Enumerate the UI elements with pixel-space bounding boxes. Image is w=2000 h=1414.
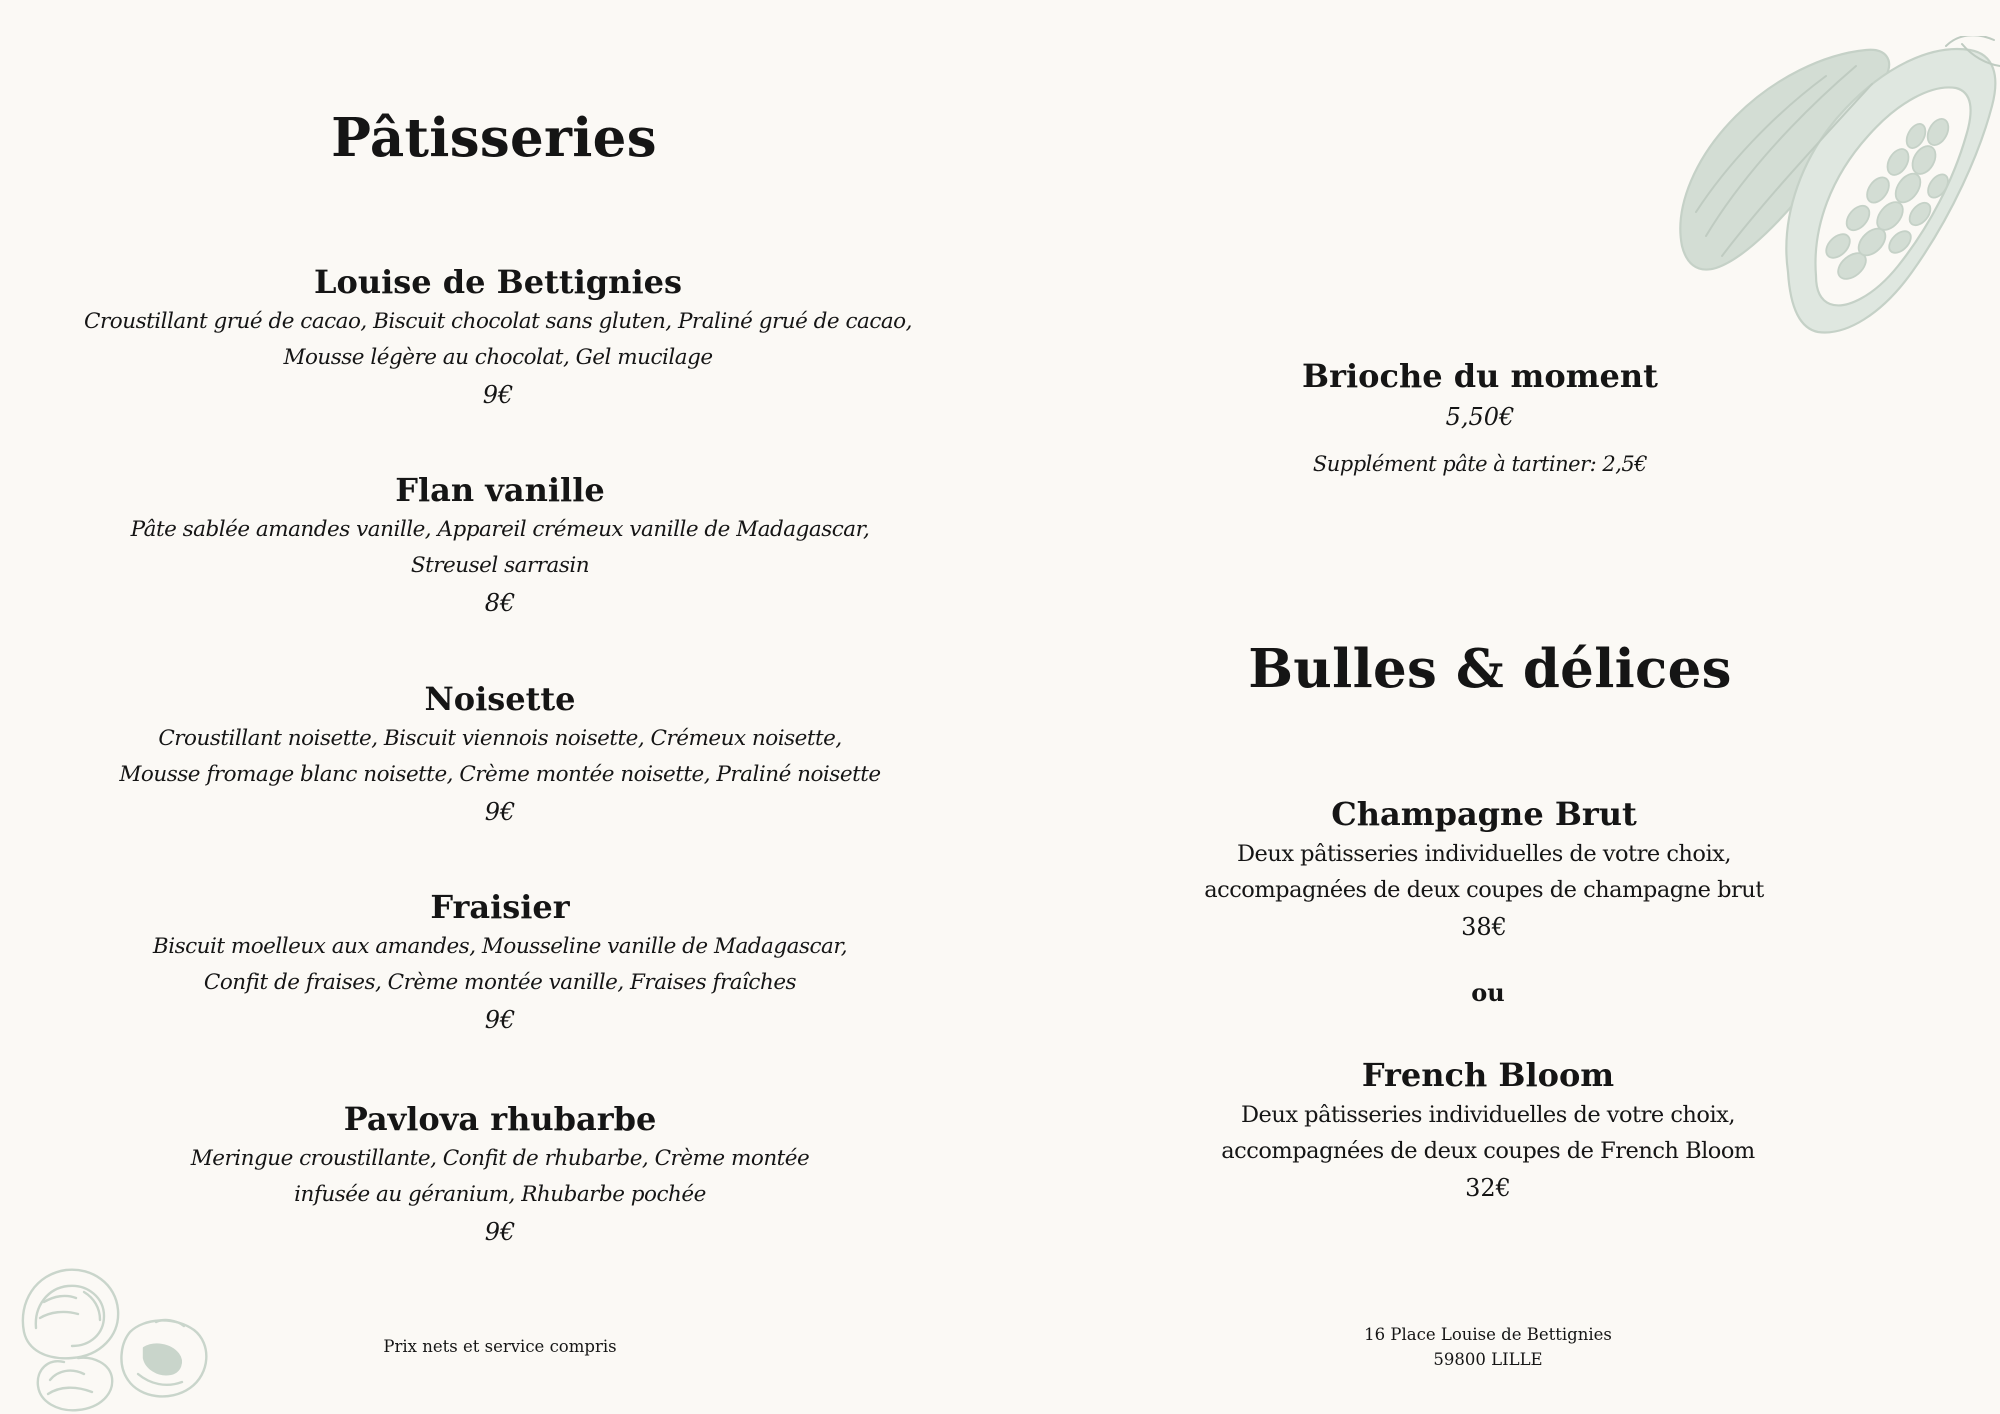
- hazelnut-icon: [14, 1262, 210, 1414]
- description-line: accompagnées de deux coupes de champagne brut: [1204, 877, 1764, 903]
- description-line: Deux pâtisseries individuelles de votre choix,: [1237, 841, 1731, 867]
- item-price: 5,50€: [1445, 403, 1515, 431]
- bulles-title: Bulles & délices: [1248, 638, 1732, 700]
- item-price: 9€: [484, 798, 516, 826]
- menu-item: [0, 887, 1000, 1037]
- menu-item: [984, 794, 1984, 944]
- description-line: Confit de fraises, Crème montée vanille, Fraises fraîches: [203, 970, 797, 995]
- menu-item: [988, 1055, 1988, 1205]
- item-price: 9€: [484, 1218, 516, 1246]
- menu-item: [0, 470, 1000, 620]
- footer-note: Prix nets et service compris: [383, 1337, 617, 1356]
- item-description: [0, 304, 998, 376]
- item-price: 8€: [484, 589, 516, 617]
- item-description: [0, 1141, 1000, 1213]
- description-line: Streusel sarrasin: [410, 553, 590, 578]
- brioche-item: [980, 356, 1980, 482]
- patisseries-title: Pâtisseries: [331, 107, 657, 169]
- description-line: Pâte sablée amandes vanille, Appareil crémeux vanille de Madagascar,: [130, 517, 870, 542]
- supplement-note: Supplément pâte à tartiner: 2,5€: [1312, 452, 1648, 476]
- right-page: [1000, 0, 2000, 1414]
- item-name: Noisette: [424, 680, 576, 718]
- description-line: Croustillant grué de cacao, Biscuit chocolat sans gluten, Praliné grué de cacao,: [84, 309, 912, 334]
- item-name: French Bloom: [1361, 1056, 1615, 1094]
- item-description: [988, 1097, 1988, 1169]
- description-line: Deux pâtisseries individuelles de votre choix,: [1241, 1102, 1735, 1128]
- description-line: infusée au géranium, Rhubarbe pochée: [294, 1182, 706, 1207]
- item-price: 9€: [484, 1006, 516, 1034]
- item-name: Louise de Bettignies: [314, 263, 682, 301]
- item-name: Flan vanille: [395, 471, 605, 509]
- item-name: Fraisier: [430, 888, 570, 926]
- item-description: [0, 512, 1000, 584]
- item-name: Brioche du moment: [1302, 357, 1658, 395]
- address: [988, 1322, 1988, 1372]
- item-price: 38€: [1461, 913, 1507, 941]
- item-price: 9€: [482, 381, 514, 409]
- item-name: Pavlova rhubarbe: [343, 1100, 657, 1138]
- item-description: [984, 836, 1984, 908]
- description-line: Mousse fromage blanc noisette, Crème montée noisette, Praliné noisette: [119, 762, 881, 787]
- description-line: Croustillant noisette, Biscuit viennois noisette, Crémeux noisette,: [158, 726, 842, 751]
- menu-item: [0, 262, 998, 412]
- cacao-pod-icon: [1676, 36, 2000, 356]
- address-line: 16 Place Louise de Bettignies: [1364, 1325, 1612, 1344]
- description-line: Biscuit moelleux aux amandes, Mousseline vanille de Madagascar,: [152, 934, 848, 959]
- description-line: Meringue croustillante, Confit de rhubarbe, Crème montée: [190, 1146, 810, 1171]
- item-description: [0, 929, 1000, 1001]
- separator-or: ou: [1471, 978, 1505, 1007]
- description-line: accompagnées de deux coupes de French Bloom: [1221, 1138, 1755, 1164]
- item-description: [0, 721, 1000, 793]
- description-line: Mousse légère au chocolat, Gel mucilage: [283, 345, 713, 370]
- item-name: Champagne Brut: [1331, 795, 1637, 833]
- menu-item: [0, 1099, 1000, 1249]
- item-price: 32€: [1465, 1174, 1511, 1202]
- menu-item: [0, 679, 1000, 829]
- address-line: 59800 LILLE: [1433, 1350, 1543, 1369]
